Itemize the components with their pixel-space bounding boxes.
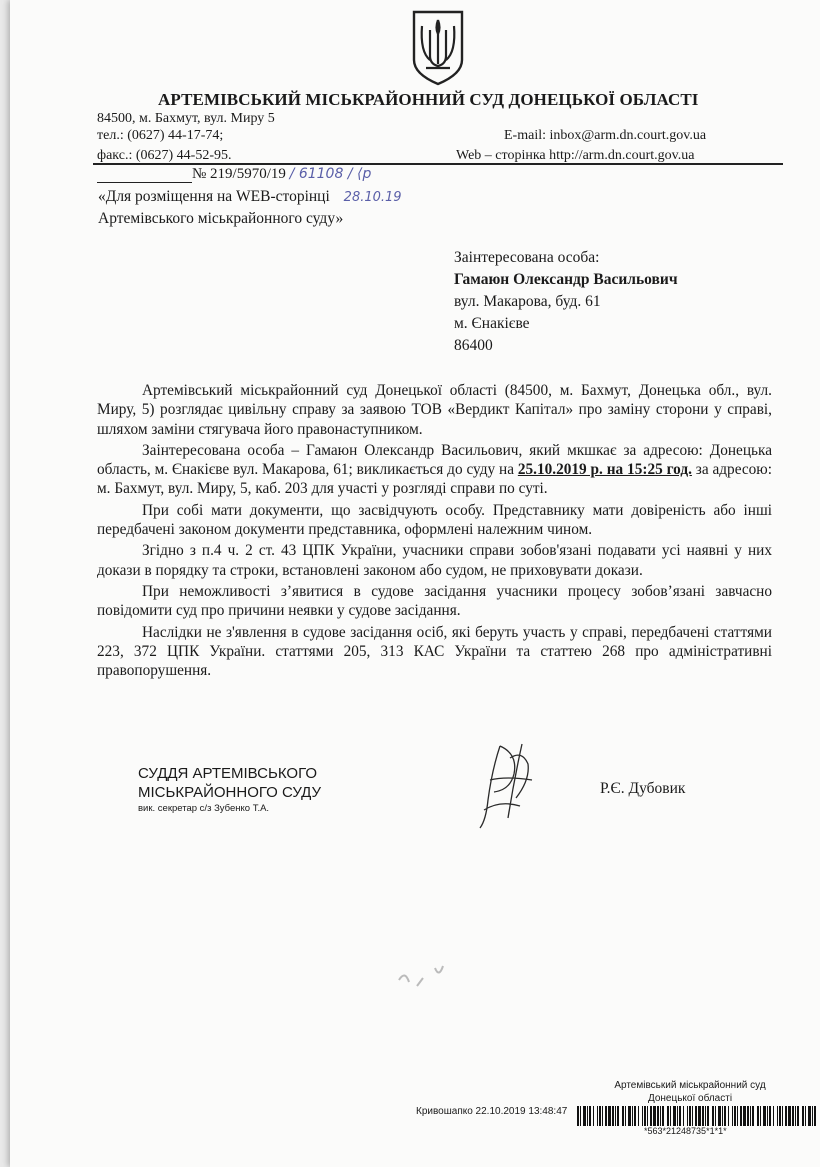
header-divider xyxy=(93,163,783,165)
body-p2-end: за адресою: м. Бахмут, вул. Миру, 5, каб. 203 для участі у розгляді справи по суті. xyxy=(97,461,772,498)
addressee-city: м. Єнакієве xyxy=(454,315,530,332)
web-note-line2: Артемівського міськрайонного суду» xyxy=(98,210,344,227)
addressee-block xyxy=(454,247,678,357)
court-fax: факс.: (0627) 44-52-95. xyxy=(97,148,232,163)
registration-line xyxy=(97,166,371,183)
judge-title-line1: СУДДЯ АРТЕМІВСЬКОГО xyxy=(138,765,318,782)
body-paragraph-1: Артемівський міськрайонний суд Донецької області (84500, м. Бахмут, Донецька обл., вул. Миру, 5) розглядає цивільну справу за заявою ТОВ «Вердикт Капітал» про заміну сторони у справі, шляхом заміни стягувача його правонаступником. xyxy=(97,382,772,438)
body-paragraph-2 xyxy=(97,441,772,499)
judge-name: Р.Є. Дубовик xyxy=(600,780,686,797)
body-paragraph-4: Згідно з п.4 ч. 2 ст. 43 ЦПК України, учасники справи зобов'язані подавати усі наявні у них докази в порядку та строки, встановлені законом або судом, не приховувати докази. xyxy=(97,542,772,579)
barcode xyxy=(577,1106,817,1126)
stamp-court-line1: Артемівський міськрайонний суд xyxy=(614,1080,766,1091)
handwritten-signature xyxy=(470,740,545,832)
handwritten-date: 28.10.19 xyxy=(343,190,402,205)
court-name: АРТЕМІВСЬКИЙ МІСЬКРАЙОННИЙ СУД ДОНЕЦЬКОЇ ОБЛАСТІ xyxy=(158,90,699,109)
addressee-name: Гамаюн Олександр Васильович xyxy=(454,271,678,288)
court-address: 84500, м. Бахмут, вул. Миру 5 xyxy=(97,111,275,126)
addressee-street: вул. Макарова, буд. 61 xyxy=(454,293,601,310)
addressee-label: Заінтересована особа: xyxy=(454,249,600,266)
court-phone: тел.: (0627) 44-17-74; xyxy=(97,128,224,143)
judge-title-line2: МІСЬКРАЙОННОГО СУДУ xyxy=(138,784,322,801)
letter-body xyxy=(97,381,772,680)
stamp-court-line2: Донецької області xyxy=(647,1093,733,1104)
handwritten-number: / 61108 / ⟨р xyxy=(289,166,372,182)
web-note-line1: «Для розміщення на WEB-сторінці xyxy=(98,188,330,205)
trident-emblem-icon xyxy=(408,8,468,86)
court-website: Web – сторінка http://arm.dn.court.gov.ua xyxy=(456,148,695,163)
addressee-postcode: 86400 xyxy=(454,337,493,354)
registration-stamp-court xyxy=(606,1079,774,1105)
court-email: E-mail: inbox@arm.dn.court.gov.ua xyxy=(504,128,707,143)
letter-page xyxy=(10,0,820,1167)
secretary-note: вик. секретар с/з Зубенко Т.А. xyxy=(138,803,270,814)
registration-number: № 219/5970/19 xyxy=(192,166,286,182)
body-paragraph-5: При неможливості з’явитися в судове засідання учасники процесу зобов’язані завчасно повідомити суд про причини неявки у судове засідання. xyxy=(97,582,772,620)
registrar-timestamp: Кривошапко 22.10.2019 13:48:47 xyxy=(416,1106,568,1117)
barcode-number: *563*21248735*1*1* xyxy=(644,1126,727,1136)
body-paragraph-6: Наслідки не з'явлення в судове засідання осіб, які беруть участь у справі, передбачені статтями 223, 372 ЦПК України. статтями 205, 313 КАС України та статтею 268 про адміністративні правопорушення. xyxy=(97,623,772,680)
web-publication-note xyxy=(98,186,402,229)
body-p2-start: Заінтересована особа – Гамаюн Олександр Васильович, який мкшкає за адресою: Донецька область, м. Єнакієве вул. Макарова, 61; викликається до суду на xyxy=(97,441,772,479)
paper-smudge xyxy=(395,960,450,990)
body-paragraph-3: При собі мати документи, що засвідчують особу. Представнику мати довіреність або інші передбачені законом документи представника, оформлені належним чином. xyxy=(97,501,772,539)
hearing-datetime: 25.10.2019 р. на 15:25 год. xyxy=(517,461,692,479)
judge-title xyxy=(138,764,321,802)
registration-blank xyxy=(97,168,192,183)
